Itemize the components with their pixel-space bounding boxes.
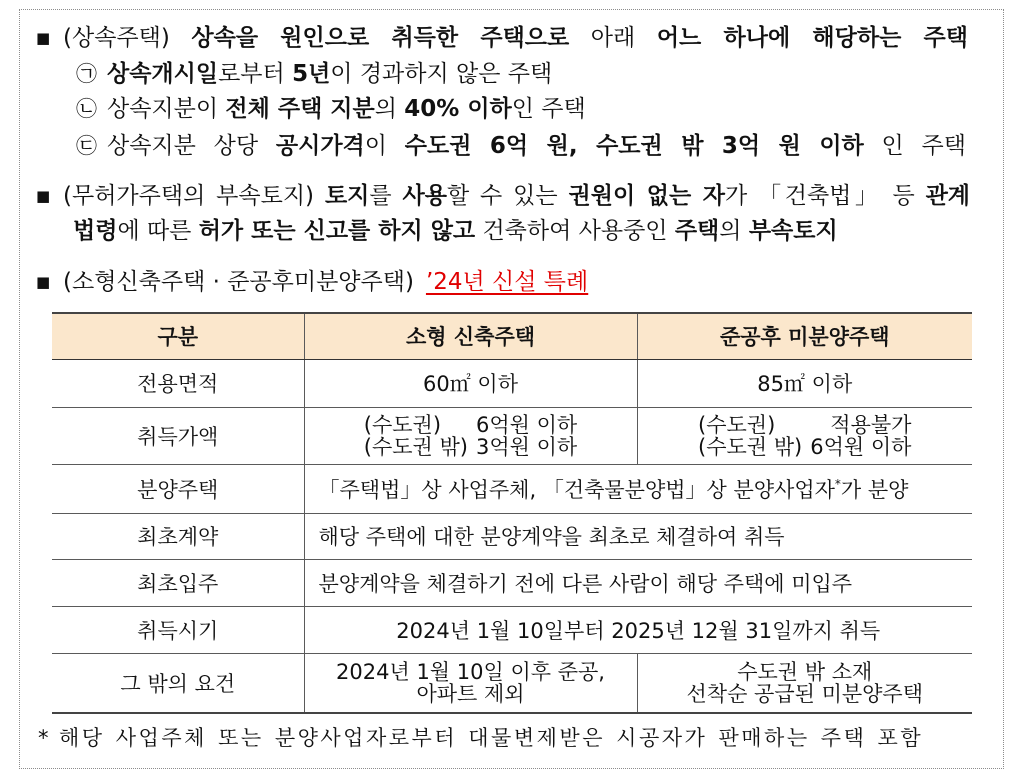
- table-row-first-occupancy: [52, 559, 972, 606]
- item-text: 수도권 6억 원, 수도권 밖 3억 원 이하: [404, 133, 864, 159]
- presale-text: 「주택법」상 사업주체, 「건축물분양법」상 분양사업자: [318, 477, 835, 502]
- item-text: 이: [364, 133, 405, 159]
- bullet-marker: ■: [36, 273, 51, 291]
- unlicensed-land-text: 관계: [925, 183, 971, 209]
- cell-line: 아파트 제외: [416, 681, 525, 706]
- cell-merged: 해당 주택에 대한 분양계약을 최초로 체결하여 취득: [304, 513, 972, 559]
- unlicensed-land-text: 가 「건축법」 등: [725, 183, 926, 209]
- special-case-line: [63, 264, 588, 300]
- price-value: 6억원 이하: [476, 413, 578, 437]
- row-label: 최초입주: [52, 559, 304, 606]
- table-header-row: [52, 313, 972, 359]
- bullet-marker: ■: [36, 187, 51, 205]
- presale-text-end: 가 분양: [840, 477, 909, 502]
- inherited-house-text: 어느 하나에 해당하는 주택: [656, 25, 968, 51]
- header-small-new-house: 소형 신축주택: [304, 313, 637, 359]
- comparison-table: [52, 312, 972, 714]
- footnote: [38, 720, 923, 756]
- table-row-price: [52, 407, 972, 464]
- cell-unsold: [637, 407, 972, 464]
- row-label: 분양주택: [52, 464, 304, 513]
- price-region: (수도권 밖): [698, 435, 803, 459]
- bullet-marker: ■: [36, 29, 51, 47]
- item-text: 의: [374, 96, 405, 122]
- header-unsold-house: 준공후 미분양주택: [637, 313, 972, 359]
- unlicensed-land-text: 를: [369, 183, 403, 209]
- inherited-item-3: [107, 128, 966, 164]
- unlicensed-land-text: 주택: [674, 218, 720, 244]
- item-text: 공시가격: [275, 133, 365, 159]
- inherited-item-1: [107, 56, 552, 92]
- inherited-house-text: 상속을 원인으로 취득한 주택으로: [191, 25, 570, 51]
- item-text: 전체 주택 지분: [225, 96, 375, 122]
- item-text: 인 주택: [863, 133, 966, 159]
- header-category: 구분: [52, 313, 304, 359]
- unlicensed-land-line-2: [73, 213, 838, 249]
- row-label: 취득가액: [52, 407, 304, 464]
- unlicensed-land-text: 사용: [402, 183, 447, 209]
- cell-merged: 2024년 1월 10일부터 2025년 12월 31일까지 취득: [304, 606, 972, 653]
- item-marker: ㉠: [76, 62, 97, 86]
- item-text: 상속개시일: [107, 61, 219, 87]
- row-label: 전용면적: [52, 359, 304, 407]
- cell-line: 수도권 밖 소재: [737, 659, 873, 684]
- footnote-text: 해당 사업주체 또는 분양사업자로부터 대물변제받은 시공자가 판매하는 주택 포함: [59, 726, 924, 750]
- unlicensed-land-text: 건축하여 사용중인: [475, 218, 675, 244]
- unlicensed-land-text: 토지: [324, 183, 370, 209]
- inherited-house-label: (상속주택): [63, 25, 192, 51]
- inherited-item-2: [107, 91, 586, 127]
- cell-unsold: [637, 653, 972, 713]
- item-text: 상속지분이: [107, 96, 226, 122]
- cell-line: 선착순 공급된 미분양주택: [686, 681, 923, 706]
- row-label: 최초계약: [52, 513, 304, 559]
- row-label: 취득시기: [52, 606, 304, 653]
- price-value: 6억원 이하: [810, 435, 912, 459]
- table-row-other: [52, 653, 972, 713]
- cell-small-new: 60㎡ 이하: [304, 359, 637, 407]
- price-value: 적용불가: [830, 413, 912, 437]
- cell-line: 2024년 1월 10일 이후 준공,: [336, 659, 605, 684]
- item-marker: ㉢: [76, 134, 97, 158]
- table-row-period: [52, 606, 972, 653]
- unlicensed-land-text: 부속토지: [748, 218, 838, 244]
- item-text: 상속지분 상당: [107, 133, 276, 159]
- unlicensed-land-text: 권원이 없는 자: [568, 183, 726, 209]
- table-row-presale: [52, 464, 972, 513]
- inherited-house-line: [63, 20, 968, 56]
- inherited-house-text: 아래: [569, 25, 657, 51]
- item-text: 인 주택: [511, 96, 586, 122]
- unlicensed-land-text: 법령: [73, 218, 118, 244]
- special-case-label: (소형신축주택 · 준공후미분양주택): [63, 269, 414, 295]
- unlicensed-land-line-1: [63, 178, 970, 214]
- table-row-area: [52, 359, 972, 407]
- cell-merged: 분양계약을 체결하기 전에 다른 사람이 해당 주택에 미입주: [304, 559, 972, 606]
- item-text: 로부터: [218, 61, 293, 87]
- cell-small-new: [304, 407, 637, 464]
- price-value: 3억원 이하: [476, 435, 578, 459]
- cell-merged: [304, 464, 972, 513]
- table-row-first-contract: [52, 513, 972, 559]
- unlicensed-land-text: 의: [719, 218, 749, 244]
- price-region: (수도권): [363, 413, 442, 437]
- item-text: 40% 이하: [404, 96, 512, 122]
- price-region: (수도권 밖): [363, 435, 469, 459]
- unlicensed-land-label: (무허가주택의 부속토지): [63, 183, 325, 209]
- unlicensed-land-text: 허가 또는 신고를 하지 않고: [198, 218, 476, 244]
- row-label: 그 밖의 요건: [52, 653, 304, 713]
- price-grid: [364, 414, 577, 458]
- special-case-highlight: ’24년 신설 특례: [425, 269, 589, 295]
- footnote-mark: *: [834, 476, 841, 491]
- price-grid: [698, 414, 911, 458]
- item-text: 이 경과하지 않은 주택: [330, 61, 553, 87]
- item-text: 5년: [292, 61, 331, 87]
- cell-small-new: [304, 653, 637, 713]
- cell-unsold: 85㎡ 이하: [637, 359, 972, 407]
- footnote-marker: *: [38, 726, 51, 750]
- price-region: (수도권): [698, 413, 776, 437]
- item-marker: ㉡: [76, 97, 97, 121]
- unlicensed-land-text: 에 따른: [117, 218, 199, 244]
- unlicensed-land-text: 할 수 있는: [446, 183, 569, 209]
